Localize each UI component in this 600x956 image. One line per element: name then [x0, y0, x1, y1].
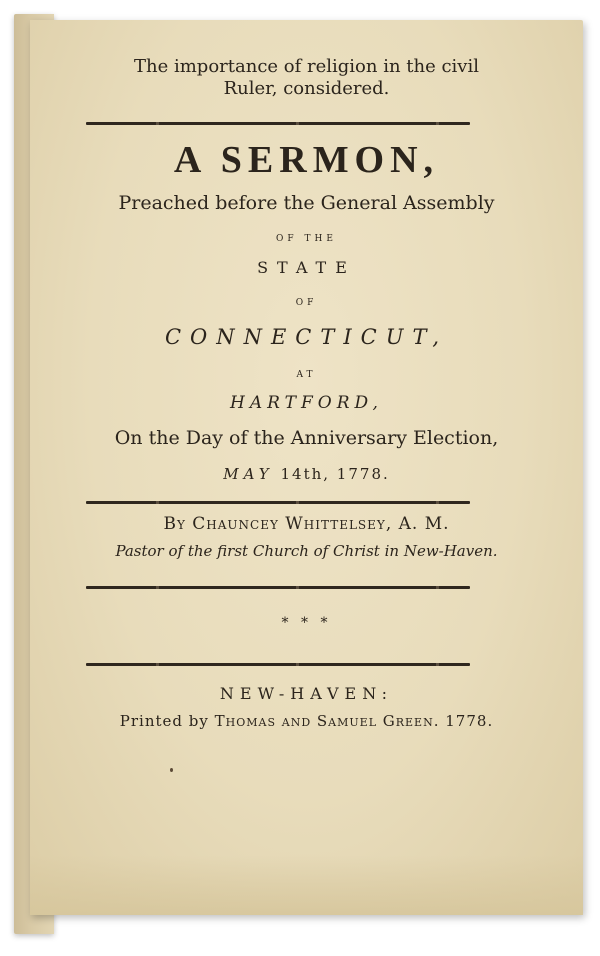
state-line: STATE: [257, 258, 356, 277]
preached-line: Preached before the General Assembly: [118, 192, 495, 214]
printer-names: Thomas and Samuel Green.: [214, 712, 440, 730]
date-rest: 14th, 1778.: [280, 465, 390, 483]
print-year: 1778.: [445, 712, 494, 730]
rule-middle-2: [86, 586, 470, 589]
title-page: [30, 20, 583, 915]
subtitle-line-2: Ruler, considered.: [223, 78, 390, 99]
date-month: MAY: [223, 465, 274, 483]
date-line: [30, 465, 583, 483]
pastor-line: Pastor of the first Church of Christ in New-Haven.: [115, 542, 498, 560]
ink-speck: [170, 768, 173, 772]
place-line: NEW-HAVEN:: [219, 684, 394, 703]
of-the-line: OF THE: [276, 234, 337, 244]
printer-line: [30, 712, 583, 730]
author-line: By Chauncey Whittelsey, A. M.: [163, 514, 450, 534]
rule-top: [86, 122, 470, 125]
anniversary-line: On the Day of the Anniversary Election,: [114, 427, 499, 449]
sermon-title: A SERMON,: [173, 139, 440, 181]
rule-bottom: [86, 663, 470, 666]
ornament-stars: * * *: [281, 615, 332, 631]
subtitle-line-1: The importance of religion in the civil: [134, 56, 479, 77]
at-line: AT: [296, 370, 317, 380]
connecticut-line: CONNECTICUT,: [164, 325, 449, 349]
printed-by: Printed by: [119, 712, 209, 730]
hartford-line: HARTFORD,: [230, 393, 383, 413]
rule-middle-1: [86, 501, 470, 504]
of-line: OF: [295, 298, 318, 308]
